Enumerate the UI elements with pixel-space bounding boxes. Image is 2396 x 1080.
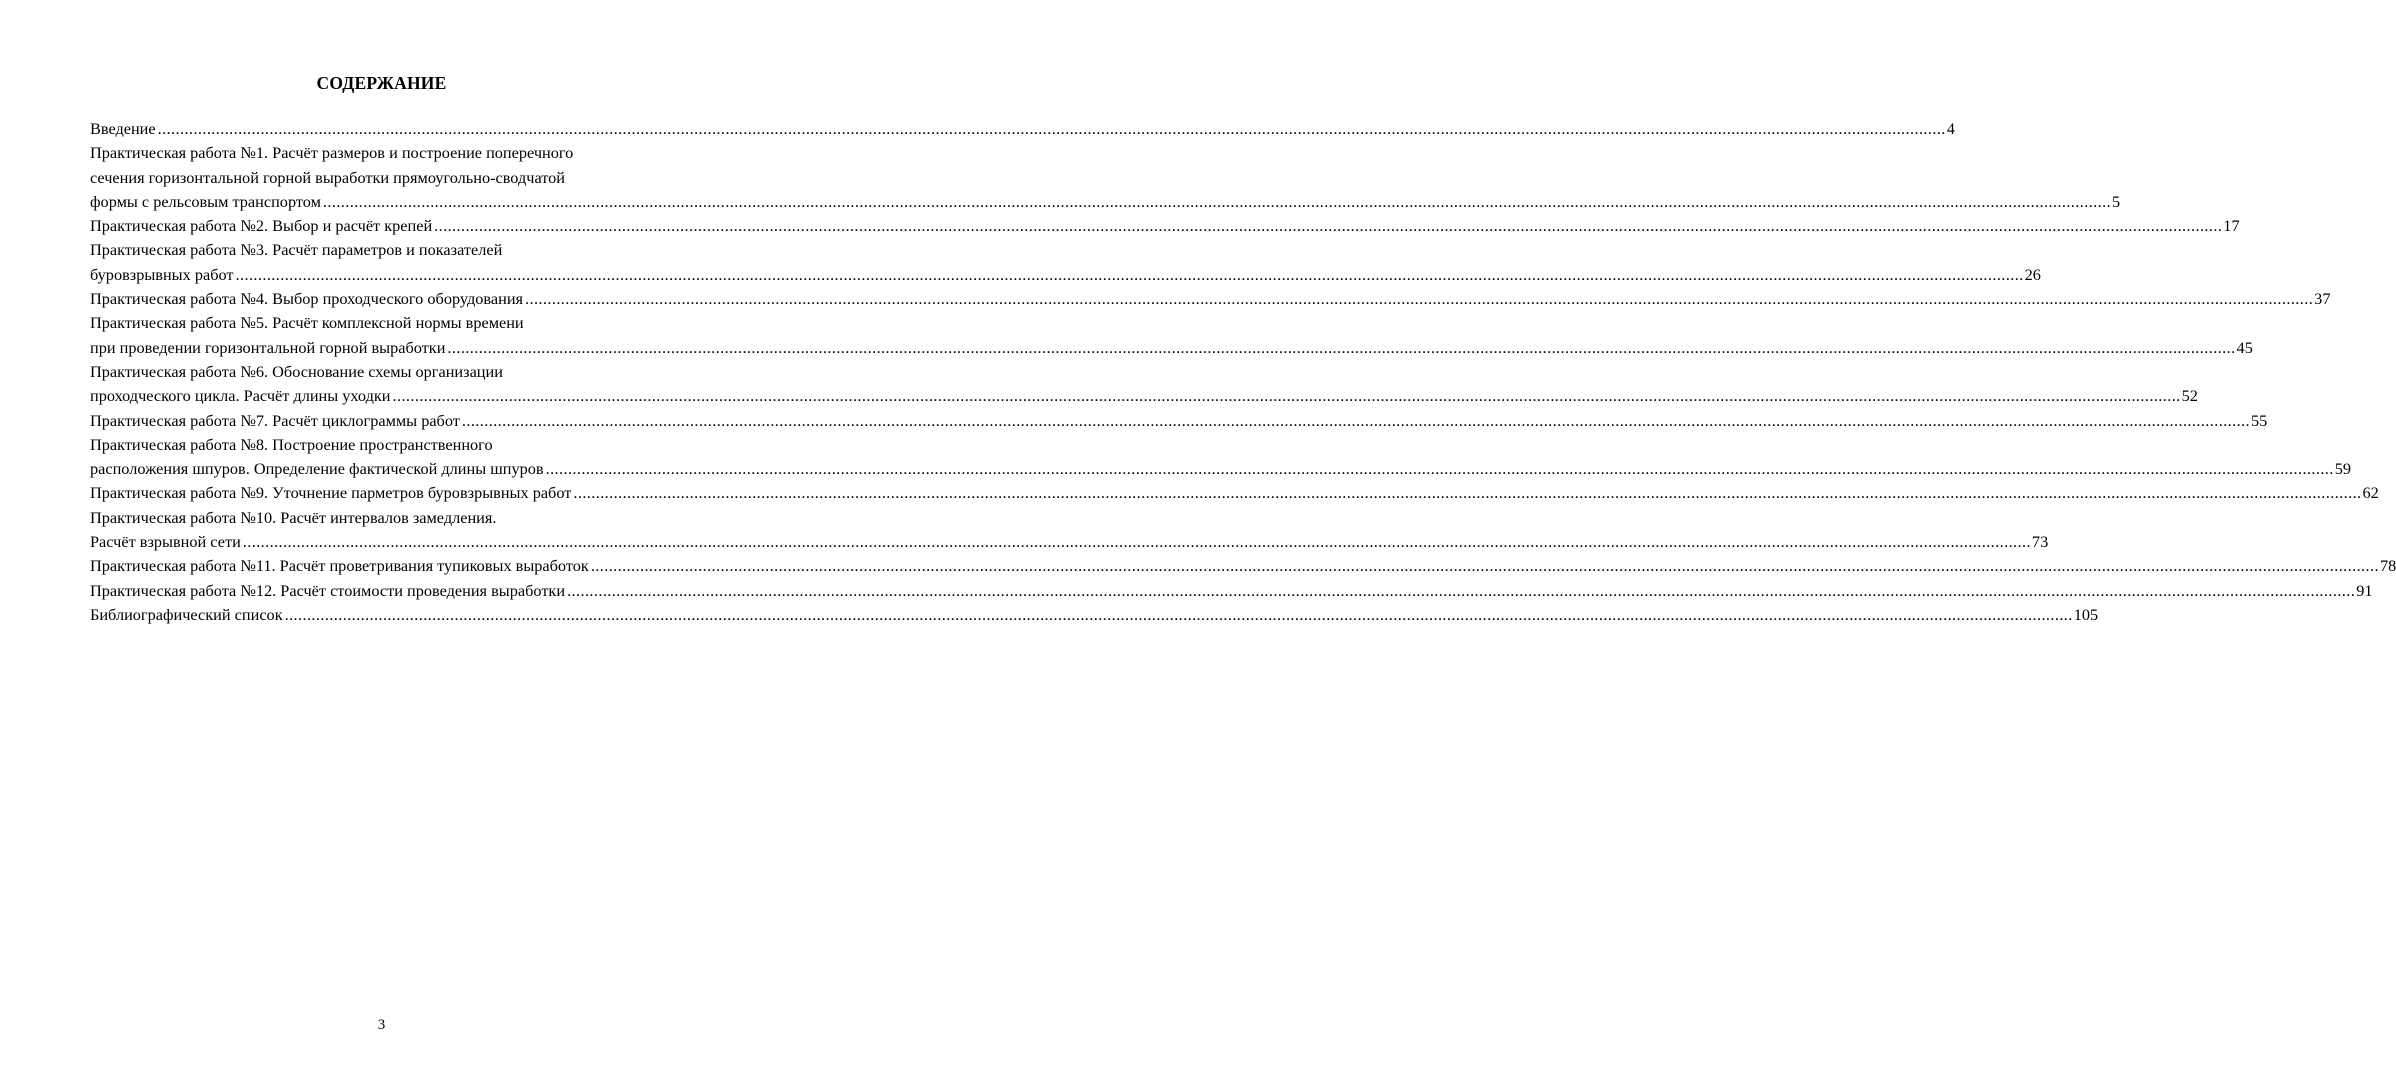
toc-entry-text: Практическая работа №7. Расчёт циклограммы работ — [90, 410, 460, 430]
toc-entry-line — [90, 579, 2373, 603]
toc-entry-continuation — [90, 311, 672, 335]
toc-entry-text: Практическая работа №2. Выбор и расчёт крепей — [90, 216, 433, 236]
toc-entry-line — [90, 336, 2253, 360]
dot-leader: ................................................................................................................................................................................................................................................................................................................................................................................................................ — [235, 264, 2024, 284]
toc-entry-text: при проведении горизонтальной горной выработки — [90, 337, 446, 357]
dot-leader: ................................................................................................................................................................................................................................................................................................................................................................................................................ — [545, 459, 2334, 479]
toc-entry-continuation — [90, 360, 672, 384]
toc-entry-line — [90, 457, 2352, 481]
page-number: 3 — [377, 1017, 386, 1033]
dot-leader: ................................................................................................................................................................................................................................................................................................................................................................................................................ — [447, 337, 2236, 357]
toc-entry-text: проходческого цикла. Расчёт длины уходки — [90, 386, 391, 406]
toc-entry-continuation — [90, 166, 672, 190]
toc-page-number: 52 — [2181, 386, 2198, 406]
toc-page-number: 17 — [2223, 216, 2240, 236]
toc-entry-text: Практическая работа №5. Расчёт комплексной нормы времени — [90, 313, 524, 333]
dot-leader: ................................................................................................................................................................................................................................................................................................................................................................................................................ — [157, 119, 1946, 138]
toc-entry-text: расположения шпуров. Определение фактической длины шпуров — [90, 459, 544, 479]
toc-entry-line — [90, 409, 2268, 433]
toc-page-number: 91 — [2356, 580, 2373, 600]
toc-entry-text: сечения горизонтальной горной выработки прямоугольно-сводчатой — [90, 167, 566, 187]
toc-page-number: 5 — [2112, 191, 2121, 211]
toc-entry-text: Практическая работа №8. Построение пространственного — [90, 434, 493, 454]
dot-leader: ................................................................................................................................................................................................................................................................................................................................................................................................................ — [461, 410, 2251, 430]
toc-entry-line — [90, 554, 2396, 578]
table-of-contents — [90, 117, 2396, 627]
toc-page-number: 26 — [2024, 264, 2041, 284]
toc-page-number: 105 — [2073, 604, 2099, 624]
toc-entry-text: Практическая работа №12. Расчёт стоимости проведения выработки — [90, 580, 566, 600]
dot-leader: ................................................................................................................................................................................................................................................................................................................................................................................................................ — [525, 289, 2314, 309]
toc-page-number: 37 — [2314, 289, 2331, 309]
toc-entry-line — [90, 263, 2041, 287]
toc-entry-text: буровзрывных работ — [90, 264, 234, 284]
toc-entry-line — [90, 287, 2331, 311]
dot-leader: ................................................................................................................................................................................................................................................................................................................................................................................................................ — [284, 604, 2073, 624]
dot-leader: ................................................................................................................................................................................................................................................................................................................................................................................................................ — [573, 483, 2362, 503]
toc-page-number: 78 — [2379, 556, 2396, 576]
toc-page-number: 59 — [2334, 459, 2352, 479]
toc-entry-text: Практическая работа №1. Расчёт размеров и построение поперечного — [90, 143, 574, 163]
toc-entry-text: Практическая работа №9. Уточнение парметров буровзрывных работ — [90, 483, 572, 503]
toc-entry-continuation — [90, 238, 672, 262]
toc-entry-text: Практическая работа №4. Выбор проходческого оборудования — [90, 289, 524, 309]
toc-entry-text: Введение — [90, 119, 156, 138]
toc-entry-line — [90, 214, 2240, 238]
toc-entry-text: Расчёт взрывной сети — [90, 532, 241, 552]
toc-entry-text: Практическая работа №10. Расчёт интервалов замедления. — [90, 507, 497, 527]
dot-leader: ................................................................................................................................................................................................................................................................................................................................................................................................................ — [590, 556, 2379, 576]
dot-leader: ................................................................................................................................................................................................................................................................................................................................................................................................................ — [434, 216, 2223, 236]
toc-entry-continuation — [90, 141, 672, 165]
toc-entry-text: формы с рельсовым транспортом — [90, 191, 321, 211]
toc-entry-line — [90, 481, 2379, 505]
page-title: СОДЕРЖАНИЕ — [316, 73, 447, 93]
dot-leader: ................................................................................................................................................................................................................................................................................................................................................................................................................ — [322, 191, 2112, 211]
toc-page-number: 55 — [2251, 410, 2268, 430]
toc-entry-text: Практическая работа №3. Расчёт параметров и показателей — [90, 240, 503, 260]
dot-leader: ................................................................................................................................................................................................................................................................................................................................................................................................................ — [567, 580, 2356, 600]
toc-entry-text: Практическая работа №6. Обоснование схемы организации — [90, 361, 503, 381]
toc-entry-text: Практическая работа №11. Расчёт проветривания тупиковых выработок — [90, 556, 589, 576]
toc-entry-line — [90, 190, 2121, 214]
toc-entry-line — [90, 530, 2049, 554]
dot-leader: ................................................................................................................................................................................................................................................................................................................................................................................................................ — [242, 532, 2031, 552]
toc-entry-line — [90, 117, 1955, 141]
toc-entry-continuation — [90, 433, 672, 457]
toc-page-number: 4 — [1946, 119, 1955, 138]
toc-entry-line — [90, 384, 2198, 408]
dot-leader: ................................................................................................................................................................................................................................................................................................................................................................................................................ — [392, 386, 2181, 406]
toc-page-number: 45 — [2236, 337, 2253, 357]
toc-entry-continuation — [90, 506, 672, 530]
toc-entry-text: Библиографический список — [90, 604, 283, 624]
toc-page-number: 62 — [2362, 483, 2379, 503]
toc-page-number: 73 — [2031, 532, 2049, 552]
toc-entry-line — [90, 603, 2099, 627]
